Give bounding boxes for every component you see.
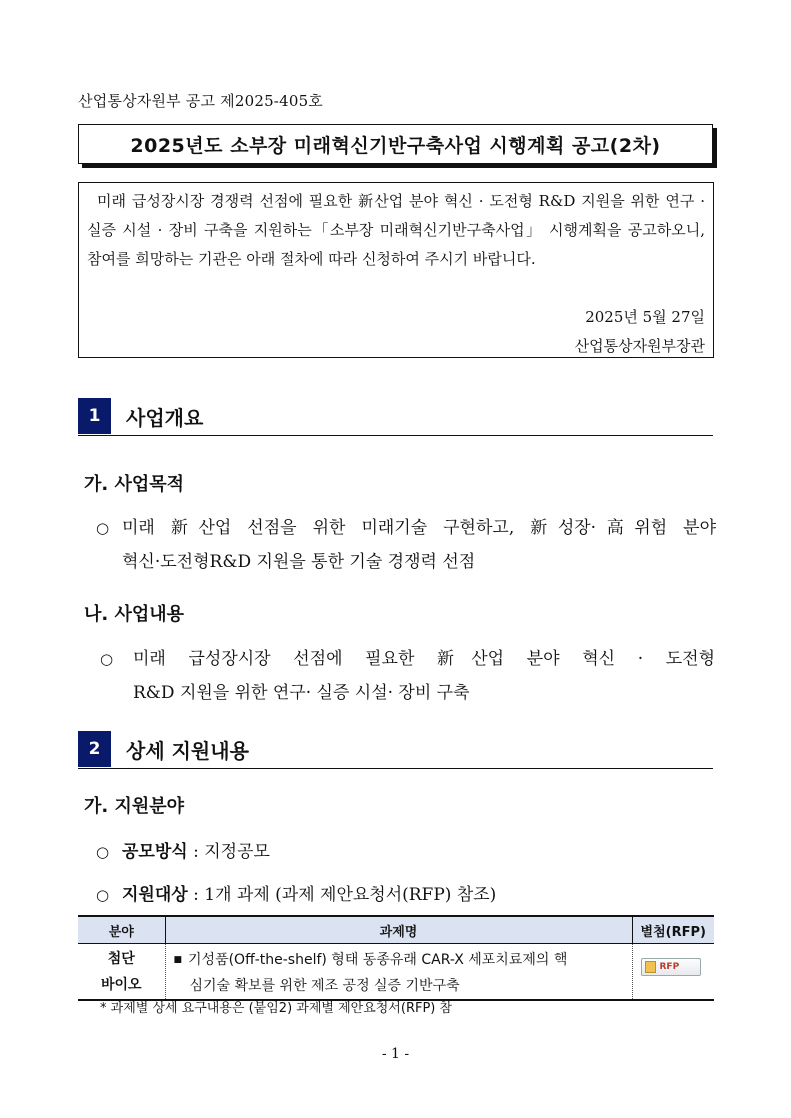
table-header-row [78, 916, 714, 944]
item-separator: : [187, 885, 205, 905]
title-box [78, 124, 713, 164]
task-table [78, 915, 714, 1001]
subsection-heading: 나. 사업내용 [84, 604, 185, 625]
section-title: 상세 지원내용 [126, 739, 249, 763]
notice-number: 산업통상자원부 공고 제2025-405호 [78, 92, 323, 110]
bullet-line: R&D 지원을 위한 연구· 실증 시설· 장비 구축 [133, 683, 470, 703]
item-value: 지정공모 [204, 842, 270, 862]
item-label: 지원대상 [122, 885, 188, 905]
announcement-date: 2025년 5월 27일 [585, 308, 705, 326]
column-header: 과제명 [165, 916, 632, 944]
intro-box [78, 182, 714, 358]
footnote: * 과제별 상세 요구내용은 (붙임2) 과제별 제안요청서(RFP) 참 [100, 1001, 453, 1016]
table-row [78, 944, 714, 1001]
bullet-line: 미래 新산업 선점을 위한 미래기술 구현하고, 新성장·高위험 분야 [122, 518, 716, 538]
column-header: 분야 [78, 916, 165, 944]
subsection-heading: 가. 사업목적 [84, 474, 185, 495]
task-line: 심기술 확보를 위한 제조 공정 실증 기반구축 [189, 978, 460, 994]
bullet-item [100, 642, 715, 710]
bullet-item [96, 878, 716, 912]
circle-bullet-icon: ○ [96, 843, 110, 861]
field-line: 첨단 [107, 951, 135, 967]
field-cell [78, 944, 165, 1001]
bullet-line: 혁신·도전형R&D 지원을 통한 기술 경쟁력 선점 [122, 552, 476, 572]
task-line: 기성품(Off-the-shelf) 형태 동종유래 CAR-X 세포치료제의 핵 [188, 952, 568, 968]
page-number: - 1 - [381, 1046, 410, 1062]
attachment-cell [632, 944, 714, 1001]
task-cell [165, 944, 632, 1001]
bullet-line: 미래 급성장시장 선점에 필요한 新산업 분야 혁신 · 도전형 [133, 649, 715, 669]
bullet-item [96, 511, 716, 579]
section-header-2 [78, 731, 713, 769]
circle-bullet-icon: ○ [100, 650, 114, 668]
square-bullet-icon: ■ [173, 955, 183, 965]
rfp-attachment-button[interactable] [641, 958, 701, 976]
subsection-heading: 가. 지원분야 [84, 796, 185, 817]
item-label: 공모방식 [122, 842, 188, 862]
bullet-item [96, 835, 716, 869]
item-value: 1개 과제 (과제 제안요청서(RFP) 참조) [204, 885, 497, 905]
intro-text: 미래 급성장시장 경쟁력 선점에 필요한 新산업 분야 혁신 · 도전형 R&D 지원을 위한 연구 · 실증 시설 · 장비 구축을 지원하는「소부장 미래혁신기반구축사업」 시행계획을 공고하오니, 참여를 희망하는 기관은 아래 절차에 따라 신청하여 주시기 바랍니다. [87, 192, 705, 268]
section-title: 사업개요 [126, 406, 204, 430]
issuer: 산업통상자원부장관 [574, 337, 705, 355]
document-attachment-icon [645, 961, 656, 973]
section-header-1 [78, 398, 713, 436]
item-separator: : [187, 842, 205, 862]
attachment-label: RFP [659, 962, 680, 972]
circle-bullet-icon: ○ [96, 519, 110, 537]
column-header: 별첨(RFP) [632, 916, 714, 944]
section-number: 2 [78, 731, 111, 767]
section-number: 1 [78, 398, 111, 434]
field-line: 바이오 [100, 977, 142, 993]
page-title: 2025년도 소부장 미래혁신기반구축사업 시행계획 공고(2차) [130, 134, 661, 157]
circle-bullet-icon: ○ [96, 886, 110, 904]
